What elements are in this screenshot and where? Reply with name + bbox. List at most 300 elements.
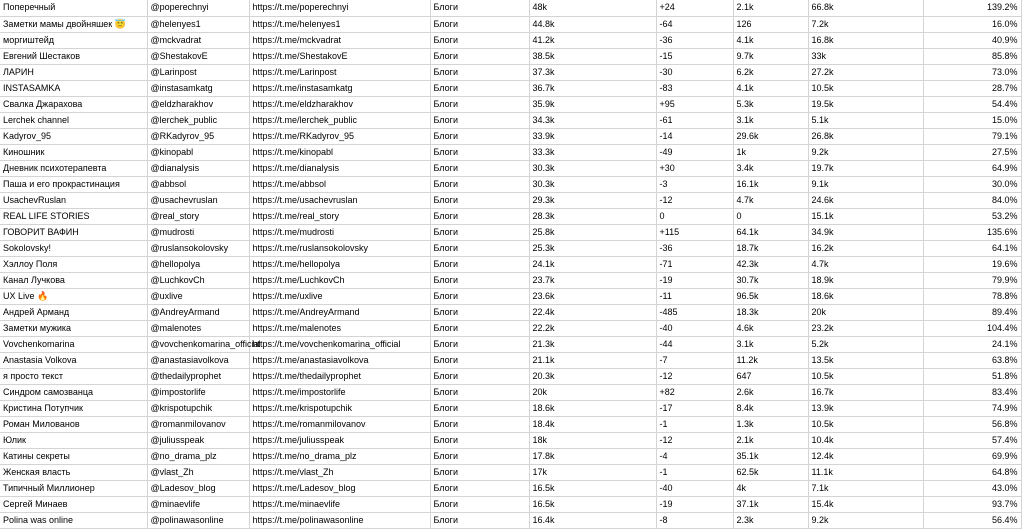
cell-url[interactable]: https://t.me/mudrosti	[249, 224, 430, 240]
cell-subscribers[interactable]: 23.7k	[529, 272, 656, 288]
cell-handle[interactable]: @kinopabl	[147, 144, 249, 160]
cell-subscribers[interactable]: 18.4k	[529, 416, 656, 432]
cell-category[interactable]: Блоги	[430, 480, 529, 496]
cell-delta[interactable]: -64	[656, 16, 733, 32]
cell-err[interactable]: 57.4%	[923, 432, 1021, 448]
cell-channel-name[interactable]: Polina was online	[0, 512, 147, 528]
cell-views[interactable]: 5.3k	[733, 96, 808, 112]
cell-channel-name[interactable]: моргиштейд	[0, 32, 147, 48]
cell-handle[interactable]: @Ladesov_blog	[147, 480, 249, 496]
cell-err[interactable]: 56.8%	[923, 416, 1021, 432]
cell-url[interactable]: https://t.me/poperechnyi	[249, 0, 430, 16]
cell-views[interactable]: 30.7k	[733, 272, 808, 288]
cell-category[interactable]: Блоги	[430, 496, 529, 512]
cell-views[interactable]: 18.7k	[733, 240, 808, 256]
cell-url[interactable]: https://t.me/ShestakovE	[249, 48, 430, 64]
cell-url[interactable]: https://t.me/Ladesov_blog	[249, 480, 430, 496]
cell-channel-name[interactable]: Канал Лучкова	[0, 272, 147, 288]
cell-views[interactable]: 6.2k	[733, 64, 808, 80]
cell-views[interactable]: 4k	[733, 480, 808, 496]
cell-err[interactable]: 15.0%	[923, 112, 1021, 128]
cell-subscribers[interactable]: 20k	[529, 384, 656, 400]
cell-handle[interactable]: @LuchkovCh	[147, 272, 249, 288]
cell-channel-name[interactable]: Sokolovsky!	[0, 240, 147, 256]
cell-subscribers[interactable]: 18.6k	[529, 400, 656, 416]
cell-channel-name[interactable]: Евгений Шестаков	[0, 48, 147, 64]
cell-delta[interactable]: -61	[656, 112, 733, 128]
cell-reach[interactable]: 20k	[808, 304, 923, 320]
cell-reach[interactable]: 18.9k	[808, 272, 923, 288]
cell-url[interactable]: https://t.me/real_story	[249, 208, 430, 224]
cell-handle[interactable]: @helenyes1	[147, 16, 249, 32]
cell-views[interactable]: 42.3k	[733, 256, 808, 272]
cell-handle[interactable]: @AndreyArmand	[147, 304, 249, 320]
cell-category[interactable]: Блоги	[430, 192, 529, 208]
cell-reach[interactable]: 33k	[808, 48, 923, 64]
cell-category[interactable]: Блоги	[430, 400, 529, 416]
cell-err[interactable]: 69.9%	[923, 448, 1021, 464]
cell-subscribers[interactable]: 23.6k	[529, 288, 656, 304]
cell-channel-name[interactable]: Свалка Джарахова	[0, 96, 147, 112]
cell-category[interactable]: Блоги	[430, 464, 529, 480]
table-row	[0, 192, 1021, 208]
cell-handle[interactable]: @vovchenkomarina_official	[147, 336, 249, 352]
cell-channel-name[interactable]: ЛАРИН	[0, 64, 147, 80]
cell-reach[interactable]: 9.2k	[808, 512, 923, 528]
cell-views[interactable]: 647	[733, 368, 808, 384]
cell-delta[interactable]: -71	[656, 256, 733, 272]
cell-reach[interactable]: 10.5k	[808, 368, 923, 384]
cell-views[interactable]: 2.3k	[733, 512, 808, 528]
cell-url[interactable]: https://t.me/helenyes1	[249, 16, 430, 32]
cell-subscribers[interactable]: 17.8k	[529, 448, 656, 464]
cell-subscribers[interactable]: 16.4k	[529, 512, 656, 528]
cell-category[interactable]: Блоги	[430, 48, 529, 64]
cell-delta[interactable]: -36	[656, 32, 733, 48]
cell-delta[interactable]: +82	[656, 384, 733, 400]
cell-subscribers[interactable]: 17k	[529, 464, 656, 480]
cell-delta[interactable]: +95	[656, 96, 733, 112]
cell-reach[interactable]: 27.2k	[808, 64, 923, 80]
table-row	[0, 400, 1021, 416]
cell-url[interactable]: https://t.me/kinopabl	[249, 144, 430, 160]
cell-category[interactable]: Блоги	[430, 16, 529, 32]
cell-reach[interactable]: 10.5k	[808, 80, 923, 96]
cell-channel-name[interactable]: Сергей Минаев	[0, 496, 147, 512]
cell-subscribers[interactable]: 29.3k	[529, 192, 656, 208]
cell-delta[interactable]: -11	[656, 288, 733, 304]
cell-reach[interactable]: 12.4k	[808, 448, 923, 464]
cell-handle[interactable]: @Larinpost	[147, 64, 249, 80]
cell-subscribers[interactable]: 25.8k	[529, 224, 656, 240]
cell-err[interactable]: 135.6%	[923, 224, 1021, 240]
cell-category[interactable]: Блоги	[430, 352, 529, 368]
cell-url[interactable]: https://t.me/no_drama_plz	[249, 448, 430, 464]
cell-handle[interactable]: @usachevruslan	[147, 192, 249, 208]
cell-channel-name[interactable]: Поперечный	[0, 0, 147, 16]
cell-delta[interactable]: -19	[656, 272, 733, 288]
cell-channel-name[interactable]: UsachevRuslan	[0, 192, 147, 208]
cell-subscribers[interactable]: 38.5k	[529, 48, 656, 64]
cell-delta[interactable]: -15	[656, 48, 733, 64]
cell-err[interactable]: 78.8%	[923, 288, 1021, 304]
cell-channel-name[interactable]: Синдром самозванца	[0, 384, 147, 400]
cell-delta[interactable]: -49	[656, 144, 733, 160]
cell-err[interactable]: 64.9%	[923, 160, 1021, 176]
cell-delta[interactable]: +115	[656, 224, 733, 240]
cell-subscribers[interactable]: 35.9k	[529, 96, 656, 112]
cell-reach[interactable]: 11.1k	[808, 464, 923, 480]
cell-views[interactable]: 16.1k	[733, 176, 808, 192]
cell-delta[interactable]: -12	[656, 368, 733, 384]
cell-channel-name[interactable]: Юлик	[0, 432, 147, 448]
cell-category[interactable]: Блоги	[430, 144, 529, 160]
cell-err[interactable]: 30.0%	[923, 176, 1021, 192]
cell-delta[interactable]: +30	[656, 160, 733, 176]
cell-views[interactable]: 0	[733, 208, 808, 224]
cell-channel-name[interactable]: Кристина Потупчик	[0, 400, 147, 416]
cell-handle[interactable]: @real_story	[147, 208, 249, 224]
cell-category[interactable]: Блоги	[430, 336, 529, 352]
cell-handle[interactable]: @vlast_Zh	[147, 464, 249, 480]
cell-channel-name[interactable]: Катины секреты	[0, 448, 147, 464]
cell-channel-name[interactable]: Lerchek channel	[0, 112, 147, 128]
cell-reach[interactable]: 16.8k	[808, 32, 923, 48]
cell-subscribers[interactable]: 28.3k	[529, 208, 656, 224]
cell-channel-name[interactable]: REAL LIFE STORIES	[0, 208, 147, 224]
cell-views[interactable]: 11.2k	[733, 352, 808, 368]
cell-views[interactable]: 3.4k	[733, 160, 808, 176]
cell-channel-name[interactable]: Андрей Арманд	[0, 304, 147, 320]
cell-err[interactable]: 83.4%	[923, 384, 1021, 400]
cell-category[interactable]: Блоги	[430, 64, 529, 80]
cell-handle[interactable]: @mudrosti	[147, 224, 249, 240]
cell-delta[interactable]: -17	[656, 400, 733, 416]
cell-reach[interactable]: 4.7k	[808, 256, 923, 272]
cell-err[interactable]: 139.2%	[923, 0, 1021, 16]
cell-err[interactable]: 27.5%	[923, 144, 1021, 160]
cell-handle[interactable]: @no_drama_plz	[147, 448, 249, 464]
cell-handle[interactable]: @abbsol	[147, 176, 249, 192]
cell-delta[interactable]: +24	[656, 0, 733, 16]
cell-category[interactable]: Блоги	[430, 128, 529, 144]
cell-channel-name[interactable]: я просто текст	[0, 368, 147, 384]
cell-subscribers[interactable]: 16.5k	[529, 496, 656, 512]
cell-reach[interactable]: 9.1k	[808, 176, 923, 192]
cell-reach[interactable]: 26.8k	[808, 128, 923, 144]
cell-category[interactable]: Блоги	[430, 416, 529, 432]
cell-handle[interactable]: @thedailyprophet	[147, 368, 249, 384]
cell-channel-name[interactable]: Паша и его прокрастинация	[0, 176, 147, 192]
cell-url[interactable]: https://t.me/lerchek_public	[249, 112, 430, 128]
cell-subscribers[interactable]: 20.3k	[529, 368, 656, 384]
cell-delta[interactable]: -12	[656, 192, 733, 208]
cell-subscribers[interactable]: 48k	[529, 0, 656, 16]
cell-err[interactable]: 51.8%	[923, 368, 1021, 384]
cell-views[interactable]: 2.1k	[733, 432, 808, 448]
cell-reach[interactable]: 10.5k	[808, 416, 923, 432]
cell-delta[interactable]: -12	[656, 432, 733, 448]
cell-subscribers[interactable]: 41.2k	[529, 32, 656, 48]
table-row	[0, 352, 1021, 368]
cell-url[interactable]: https://t.me/ruslansokolovsky	[249, 240, 430, 256]
cell-views[interactable]: 1k	[733, 144, 808, 160]
cell-views[interactable]: 64.1k	[733, 224, 808, 240]
cell-handle[interactable]: @minaevlife	[147, 496, 249, 512]
cell-err[interactable]: 19.6%	[923, 256, 1021, 272]
cell-reach[interactable]: 15.1k	[808, 208, 923, 224]
cell-reach[interactable]: 13.5k	[808, 352, 923, 368]
cell-category[interactable]: Блоги	[430, 240, 529, 256]
cell-channel-name[interactable]: Киношник	[0, 144, 147, 160]
cell-category[interactable]: Блоги	[430, 96, 529, 112]
cell-err[interactable]: 64.1%	[923, 240, 1021, 256]
cell-err[interactable]: 85.8%	[923, 48, 1021, 64]
cell-subscribers[interactable]: 16.5k	[529, 480, 656, 496]
cell-views[interactable]: 2.6k	[733, 384, 808, 400]
cell-subscribers[interactable]: 25.3k	[529, 240, 656, 256]
cell-err[interactable]: 64.8%	[923, 464, 1021, 480]
cell-url[interactable]: https://t.me/uxlive	[249, 288, 430, 304]
cell-channel-name[interactable]: Типичный Миллионер	[0, 480, 147, 496]
cell-channel-name[interactable]: UX Live 🔥	[0, 288, 147, 304]
cell-category[interactable]: Блоги	[430, 208, 529, 224]
cell-delta[interactable]: -83	[656, 80, 733, 96]
cell-url[interactable]: https://t.me/LuchkovCh	[249, 272, 430, 288]
cell-handle[interactable]: @krispotupchik	[147, 400, 249, 416]
cell-channel-name[interactable]: Kadyrov_95	[0, 128, 147, 144]
cell-delta[interactable]: -7	[656, 352, 733, 368]
cell-url[interactable]: https://t.me/vlast_Zh	[249, 464, 430, 480]
cell-url[interactable]: https://t.me/vovchenkomarina_official	[249, 336, 430, 352]
cell-err[interactable]: 93.7%	[923, 496, 1021, 512]
cell-subscribers[interactable]: 30.3k	[529, 176, 656, 192]
cell-handle[interactable]: @impostorlife	[147, 384, 249, 400]
cell-reach[interactable]: 16.7k	[808, 384, 923, 400]
cell-subscribers[interactable]: 18k	[529, 432, 656, 448]
cell-reach[interactable]: 16.2k	[808, 240, 923, 256]
cell-url[interactable]: https://t.me/AndreyArmand	[249, 304, 430, 320]
cell-subscribers[interactable]: 34.3k	[529, 112, 656, 128]
cell-handle[interactable]: @malenotes	[147, 320, 249, 336]
cell-reach[interactable]: 10.4k	[808, 432, 923, 448]
cell-channel-name[interactable]: Anastasia Volkova	[0, 352, 147, 368]
cell-delta[interactable]: -40	[656, 480, 733, 496]
cell-category[interactable]: Блоги	[430, 288, 529, 304]
cell-url[interactable]: https://t.me/impostorlife	[249, 384, 430, 400]
cell-category[interactable]: Блоги	[430, 512, 529, 528]
cell-err[interactable]: 104.4%	[923, 320, 1021, 336]
cell-handle[interactable]: @uxlive	[147, 288, 249, 304]
cell-views[interactable]: 4.1k	[733, 32, 808, 48]
cell-reach[interactable]: 7.2k	[808, 16, 923, 32]
cell-views[interactable]: 3.1k	[733, 336, 808, 352]
cell-subscribers[interactable]: 21.1k	[529, 352, 656, 368]
cell-delta[interactable]: -4	[656, 448, 733, 464]
cell-reach[interactable]: 13.9k	[808, 400, 923, 416]
cell-url[interactable]: https://t.me/krispotupchik	[249, 400, 430, 416]
cell-err[interactable]: 16.0%	[923, 16, 1021, 32]
cell-category[interactable]: Блоги	[430, 160, 529, 176]
cell-err[interactable]: 79.1%	[923, 128, 1021, 144]
cell-reach[interactable]: 23.2k	[808, 320, 923, 336]
cell-handle[interactable]: @juliusspeak	[147, 432, 249, 448]
cell-subscribers[interactable]: 21.3k	[529, 336, 656, 352]
cell-delta[interactable]: -44	[656, 336, 733, 352]
cell-err[interactable]: 40.9%	[923, 32, 1021, 48]
cell-channel-name[interactable]: Заметки мамы двойняшек 😇	[0, 16, 147, 32]
cell-category[interactable]: Блоги	[430, 304, 529, 320]
cell-url[interactable]: https://t.me/hellopolya	[249, 256, 430, 272]
cell-url[interactable]: https://t.me/romanmilovanov	[249, 416, 430, 432]
cell-delta[interactable]: -3	[656, 176, 733, 192]
cell-handle[interactable]: @poperechnyi	[147, 0, 249, 16]
cell-subscribers[interactable]: 33.3k	[529, 144, 656, 160]
cell-err[interactable]: 54.4%	[923, 96, 1021, 112]
cell-subscribers[interactable]: 37.3k	[529, 64, 656, 80]
cell-subscribers[interactable]: 22.2k	[529, 320, 656, 336]
cell-channel-name[interactable]: Vovchenkomarina	[0, 336, 147, 352]
cell-handle[interactable]: @romanmilovanov	[147, 416, 249, 432]
cell-url[interactable]: https://t.me/instasamkatg	[249, 80, 430, 96]
cell-channel-name[interactable]: INSTASAMKA	[0, 80, 147, 96]
cell-err[interactable]: 79.9%	[923, 272, 1021, 288]
cell-channel-name[interactable]: Женская власть	[0, 464, 147, 480]
cell-handle[interactable]: @polinawasonline	[147, 512, 249, 528]
cell-views[interactable]: 2.1k	[733, 0, 808, 16]
cell-err[interactable]: 56.4%	[923, 512, 1021, 528]
cell-views[interactable]: 35.1k	[733, 448, 808, 464]
cell-views[interactable]: 96.5k	[733, 288, 808, 304]
cell-url[interactable]: https://t.me/abbsol	[249, 176, 430, 192]
cell-channel-name[interactable]: Хэллоу Поля	[0, 256, 147, 272]
cell-channel-name[interactable]: Заметки мужика	[0, 320, 147, 336]
cell-url[interactable]: https://t.me/usachevruslan	[249, 192, 430, 208]
cell-reach[interactable]: 15.4k	[808, 496, 923, 512]
cell-category[interactable]: Блоги	[430, 0, 529, 16]
cell-category[interactable]: Блоги	[430, 384, 529, 400]
cell-err[interactable]: 89.4%	[923, 304, 1021, 320]
cell-url[interactable]: https://t.me/mckvadrat	[249, 32, 430, 48]
cell-views[interactable]: 8.4k	[733, 400, 808, 416]
cell-delta[interactable]: 0	[656, 208, 733, 224]
cell-err[interactable]: 74.9%	[923, 400, 1021, 416]
cell-err[interactable]: 43.0%	[923, 480, 1021, 496]
cell-url[interactable]: https://t.me/dianalysis	[249, 160, 430, 176]
cell-handle[interactable]: @ShestakovE	[147, 48, 249, 64]
cell-delta[interactable]: -36	[656, 240, 733, 256]
cell-category[interactable]: Блоги	[430, 320, 529, 336]
cell-subscribers[interactable]: 30.3k	[529, 160, 656, 176]
cell-handle[interactable]: @instasamkatg	[147, 80, 249, 96]
cell-reach[interactable]: 66.8k	[808, 0, 923, 16]
cell-reach[interactable]: 9.2k	[808, 144, 923, 160]
cell-category[interactable]: Блоги	[430, 272, 529, 288]
cell-views[interactable]: 4.1k	[733, 80, 808, 96]
cell-url[interactable]: https://t.me/malenotes	[249, 320, 430, 336]
cell-handle[interactable]: @hellopolya	[147, 256, 249, 272]
cell-url[interactable]: https://t.me/polinawasonline	[249, 512, 430, 528]
cell-subscribers[interactable]: 33.9k	[529, 128, 656, 144]
cell-handle[interactable]: @lerchek_public	[147, 112, 249, 128]
cell-url[interactable]: https://t.me/anastasiavolkova	[249, 352, 430, 368]
cell-reach[interactable]: 19.7k	[808, 160, 923, 176]
cell-delta[interactable]: -30	[656, 64, 733, 80]
cell-handle[interactable]: @eldzharakhov	[147, 96, 249, 112]
cell-category[interactable]: Блоги	[430, 448, 529, 464]
cell-err[interactable]: 24.1%	[923, 336, 1021, 352]
cell-err[interactable]: 63.8%	[923, 352, 1021, 368]
cell-reach[interactable]: 5.2k	[808, 336, 923, 352]
cell-category[interactable]: Блоги	[430, 224, 529, 240]
cell-url[interactable]: https://t.me/thedailyprophet	[249, 368, 430, 384]
cell-reach[interactable]: 24.6k	[808, 192, 923, 208]
cell-url[interactable]: https://t.me/minaevlife	[249, 496, 430, 512]
cell-subscribers[interactable]: 22.4k	[529, 304, 656, 320]
cell-category[interactable]: Блоги	[430, 112, 529, 128]
cell-reach[interactable]: 5.1k	[808, 112, 923, 128]
cell-views[interactable]: 4.7k	[733, 192, 808, 208]
cell-handle[interactable]: @anastasiavolkova	[147, 352, 249, 368]
cell-url[interactable]: https://t.me/RKadyrov_95	[249, 128, 430, 144]
cell-subscribers[interactable]: 24.1k	[529, 256, 656, 272]
cell-reach[interactable]: 19.5k	[808, 96, 923, 112]
cell-reach[interactable]: 7.1k	[808, 480, 923, 496]
cell-channel-name[interactable]: Дневник психотерапевта	[0, 160, 147, 176]
cell-delta[interactable]: -14	[656, 128, 733, 144]
cell-views[interactable]: 4.6k	[733, 320, 808, 336]
cell-subscribers[interactable]: 44.8k	[529, 16, 656, 32]
cell-err[interactable]: 53.2%	[923, 208, 1021, 224]
cell-category[interactable]: Блоги	[430, 176, 529, 192]
cell-views[interactable]: 37.1k	[733, 496, 808, 512]
cell-err[interactable]: 84.0%	[923, 192, 1021, 208]
cell-views[interactable]: 29.6k	[733, 128, 808, 144]
cell-handle[interactable]: @dianalysis	[147, 160, 249, 176]
cell-category[interactable]: Блоги	[430, 432, 529, 448]
cell-handle[interactable]: @RKadyrov_95	[147, 128, 249, 144]
cell-url[interactable]: https://t.me/eldzharakhov	[249, 96, 430, 112]
cell-channel-name[interactable]: ГОВОРИТ ВАФИН	[0, 224, 147, 240]
cell-err[interactable]: 28.7%	[923, 80, 1021, 96]
cell-delta[interactable]: -19	[656, 496, 733, 512]
cell-category[interactable]: Блоги	[430, 32, 529, 48]
cell-handle[interactable]: @ruslansokolovsky	[147, 240, 249, 256]
cell-delta[interactable]: -485	[656, 304, 733, 320]
cell-url[interactable]: https://t.me/Larinpost	[249, 64, 430, 80]
cell-views[interactable]: 62.5k	[733, 464, 808, 480]
cell-views[interactable]: 18.3k	[733, 304, 808, 320]
cell-views[interactable]: 1.3k	[733, 416, 808, 432]
cell-views[interactable]: 126	[733, 16, 808, 32]
cell-delta[interactable]: -1	[656, 416, 733, 432]
cell-channel-name[interactable]: Роман Милованов	[0, 416, 147, 432]
cell-category[interactable]: Блоги	[430, 80, 529, 96]
cell-delta[interactable]: -40	[656, 320, 733, 336]
cell-delta[interactable]: -8	[656, 512, 733, 528]
cell-handle[interactable]: @mckvadrat	[147, 32, 249, 48]
cell-reach[interactable]: 18.6k	[808, 288, 923, 304]
cell-err[interactable]: 73.0%	[923, 64, 1021, 80]
cell-url[interactable]: https://t.me/juliusspeak	[249, 432, 430, 448]
cell-views[interactable]: 9.7k	[733, 48, 808, 64]
cell-category[interactable]: Блоги	[430, 256, 529, 272]
cell-delta[interactable]: -1	[656, 464, 733, 480]
cell-views[interactable]: 3.1k	[733, 112, 808, 128]
cell-reach[interactable]: 34.9k	[808, 224, 923, 240]
cell-category[interactable]: Блоги	[430, 368, 529, 384]
cell-subscribers[interactable]: 36.7k	[529, 80, 656, 96]
